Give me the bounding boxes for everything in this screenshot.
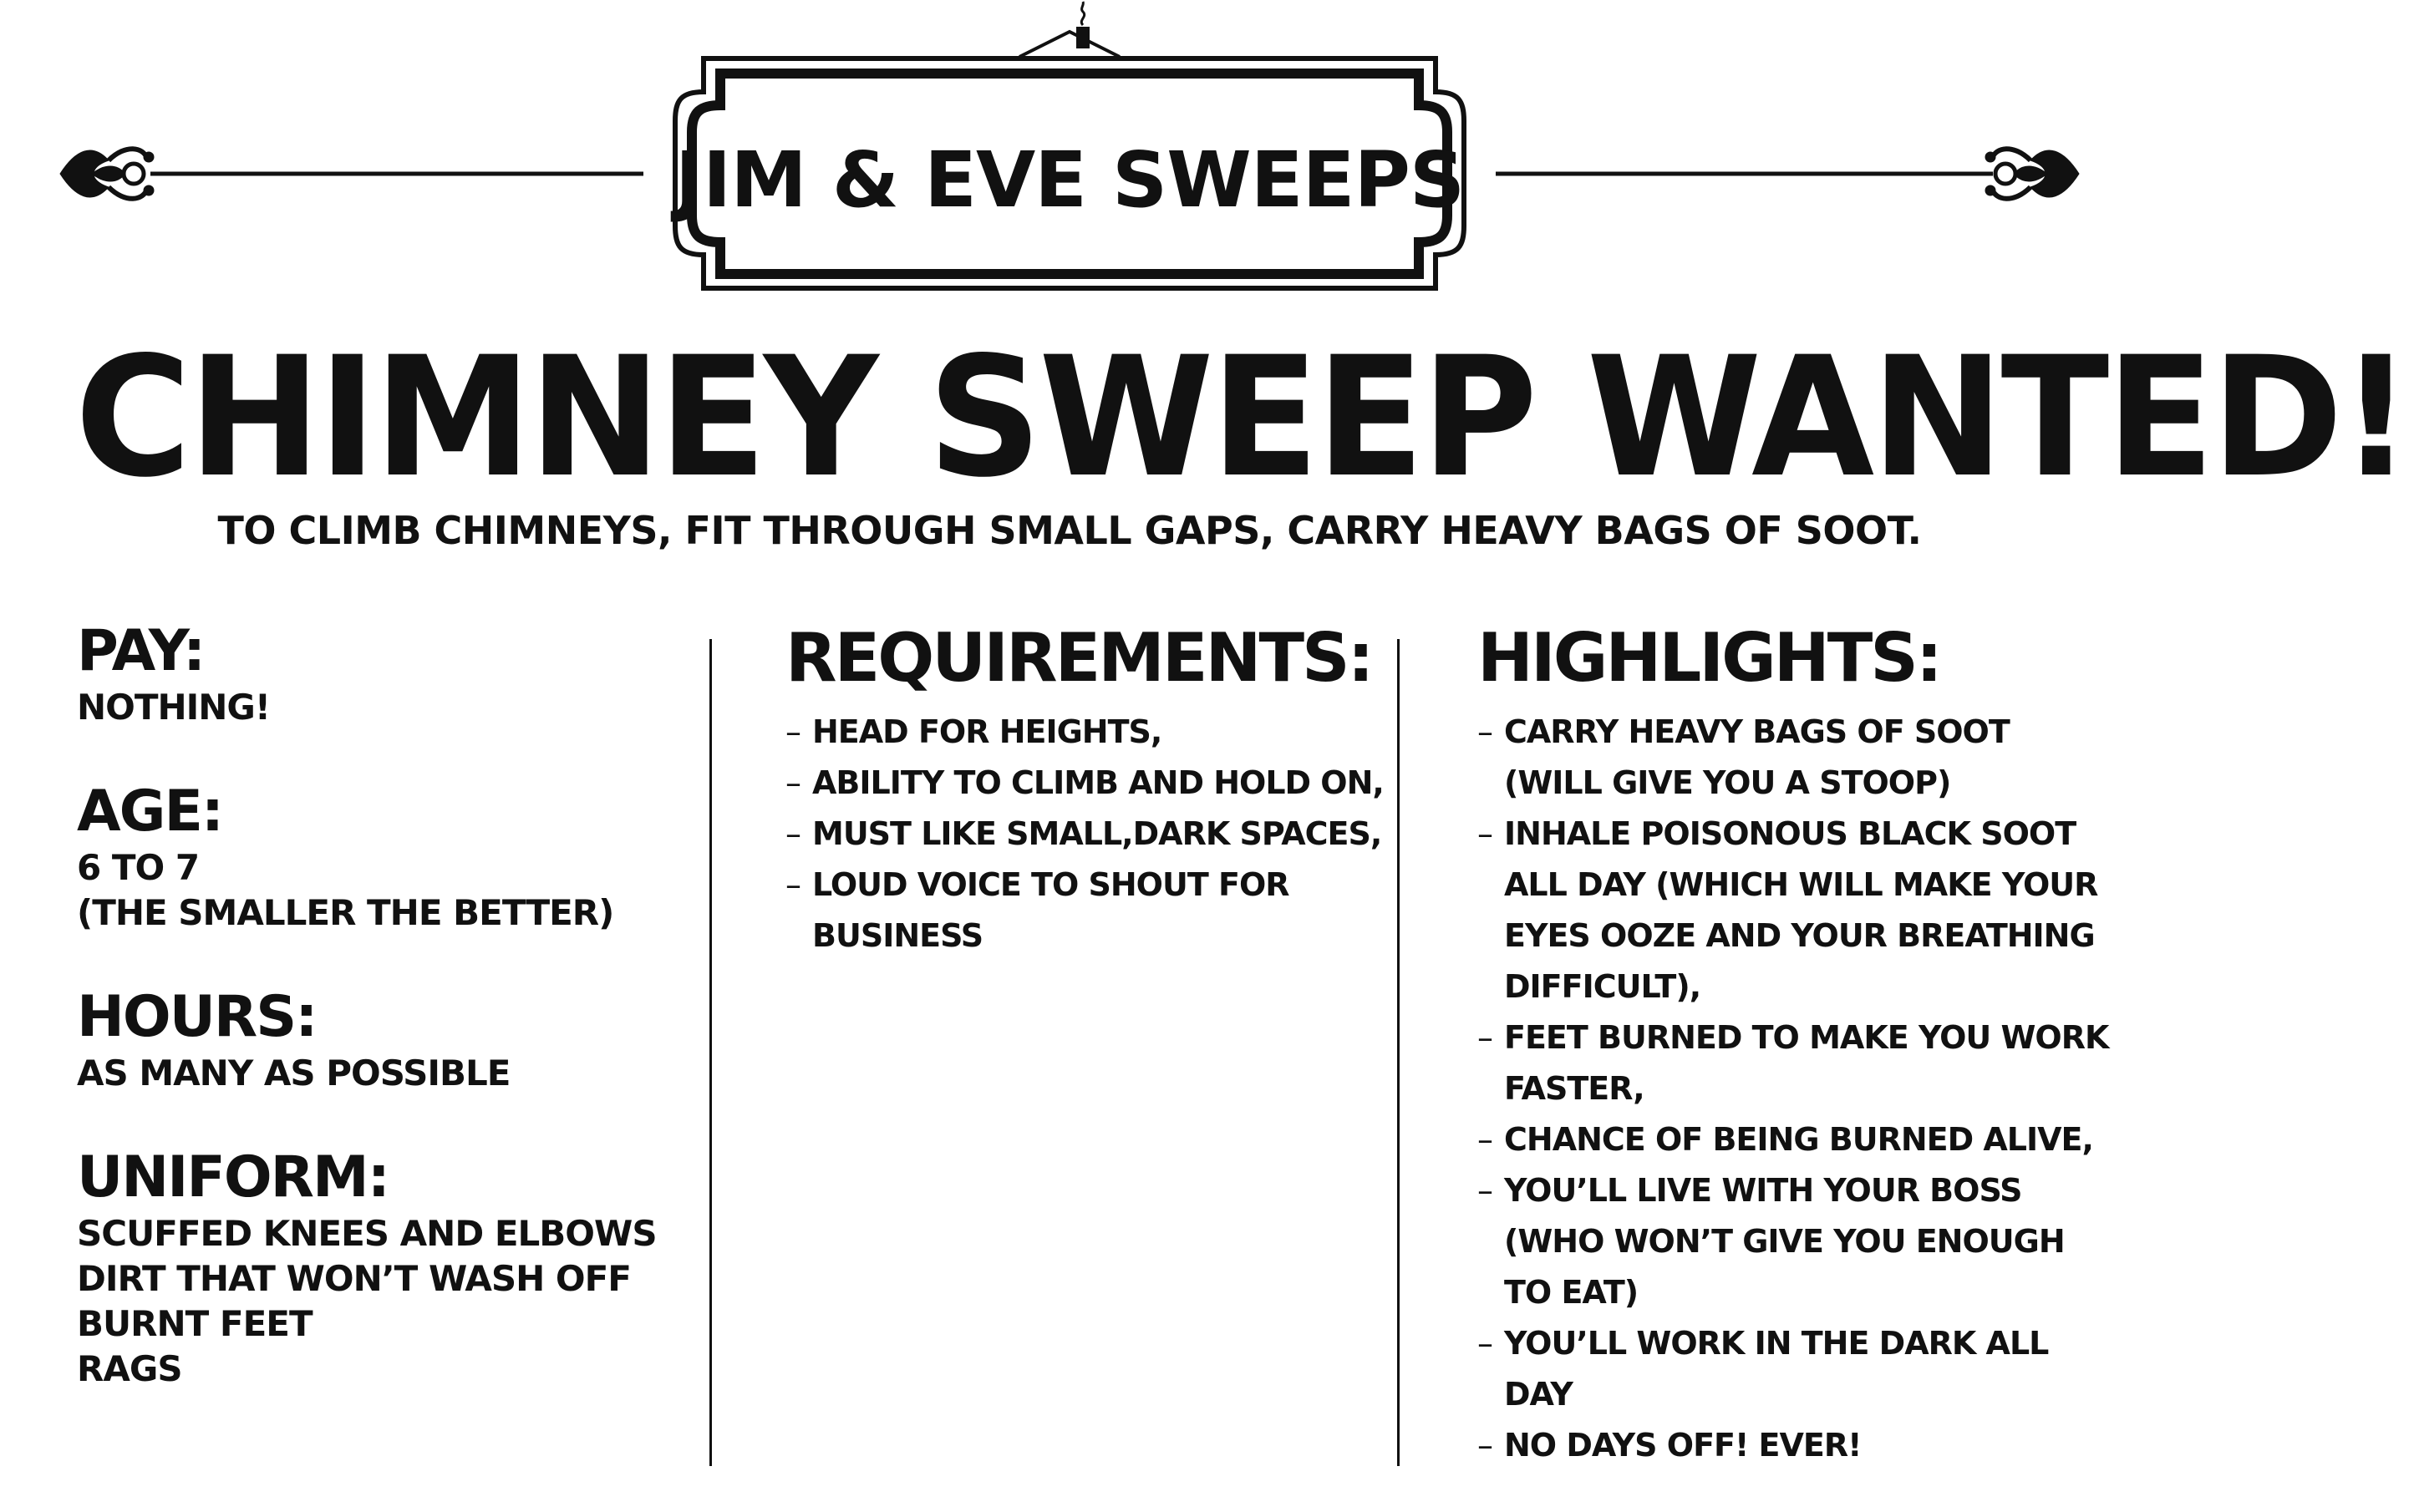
requirements-heading: REQUIREMENTS: (785, 619, 1372, 697)
list-item: – YOU’LL LIVE WITH YOUR BOSS (WHO WON’T GIVE YOU ENOUGH TO EAT) (1477, 1165, 2112, 1318)
pay-heading: PAY: (77, 618, 205, 684)
age-note: (THE SMALLER THE BETTER) (77, 892, 614, 933)
left-flourish-icon (60, 149, 154, 199)
uniform-line: RAGS (77, 1348, 182, 1389)
age-value: 6 TO 7 (77, 847, 200, 888)
list-item: – FEET BURNED TO MAKE YOU WORK FASTER, (1477, 1012, 2112, 1114)
list-item: – YOU’LL WORK IN THE DARK ALL DAY (1477, 1318, 2112, 1420)
highlights-column (1477, 618, 2112, 1471)
hours-heading: HOURS: (77, 984, 317, 1050)
age-heading: AGE: (77, 779, 223, 845)
uniform-line: SCUFFED KNEES AND ELBOWS (77, 1213, 657, 1254)
roof-chimney-icon (1019, 2, 1120, 57)
list-item: – INHALE POISONOUS BLACK SOOT ALL DAY (WHICH WILL MAKE YOUR EYES OOZE AND YOUR BREATHING DIFFICULT), (1477, 809, 2112, 1012)
uniform-section (77, 1144, 695, 1392)
uniform-line: DIRT THAT WON’T WASH OFF (77, 1258, 631, 1299)
uniform-heading: UNIFORM: (77, 1144, 389, 1210)
hours-section (77, 984, 695, 1096)
requirements-column (785, 618, 1387, 961)
list-item: – LOUD VOICE TO SHOUT FOR BUSINESS (785, 860, 1387, 961)
details-column (77, 618, 695, 1440)
list-item: – HEAD FOR HEIGHTS, (785, 707, 1387, 758)
pay-section (77, 618, 695, 730)
hours-value: AS MANY AS POSSIBLE (77, 1053, 511, 1093)
headline: CHIMNEY SWEEP WANTED! (74, 321, 2409, 514)
list-item: – CARRY HEAVY BAGS OF SOOT (WILL GIVE YOU A STOOP) (1477, 707, 2112, 809)
uniform-line: BURNT FEET (77, 1303, 313, 1344)
requirements-list (785, 707, 1387, 961)
column-divider (1397, 639, 1400, 1466)
list-item: – NO DAYS OFF! EVER! (1477, 1420, 2112, 1471)
list-item: – ABILITY TO CLIMB AND HOLD ON, (785, 758, 1387, 809)
highlights-list (1477, 707, 2112, 1471)
right-flourish-icon (1985, 149, 2079, 199)
age-section (77, 779, 695, 936)
company-name: JIM & EVE SWEEPS (674, 134, 1465, 225)
list-item: – MUST LIKE SMALL,DARK SPACES, (785, 809, 1387, 860)
subheadline: TO CLIMB CHIMNEYS, FIT THROUGH SMALL GAPS, CARRY HEAVY BAGS OF SOOT. (217, 508, 1922, 553)
column-divider (709, 639, 712, 1466)
highlights-heading: HIGHLIGHTS: (1477, 619, 1940, 697)
list-item: – CHANCE OF BEING BURNED ALIVE, (1477, 1114, 2112, 1165)
pay-value: NOTHING! (77, 687, 271, 728)
